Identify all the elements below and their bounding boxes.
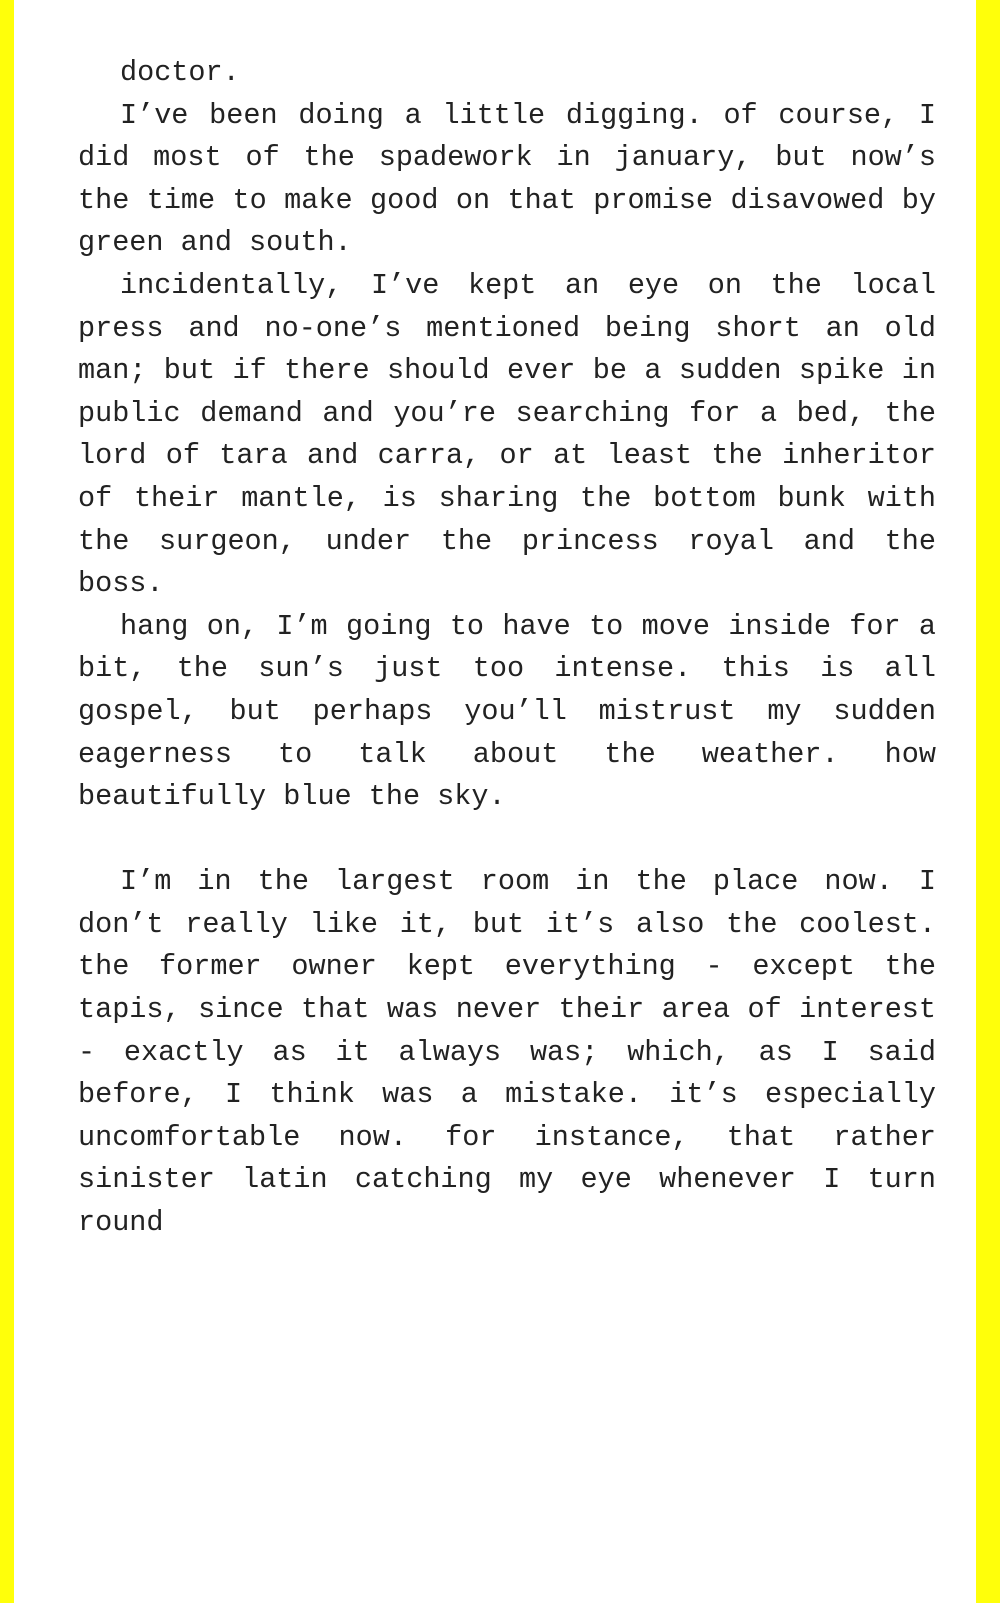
paragraph-gap <box>78 819 936 862</box>
page <box>14 0 976 1603</box>
text-column <box>78 52 936 1245</box>
paragraph-incidentally: incidentally, I’ve kept an eye on the local press and no-one’s mentioned being short an old man; but if there should ever be a sudden spike in public demand and you’re searching for a bed, the lord of tara and carra, or at least the inheritor of their mantle, is sharing the bottom bunk with the surgeon, under the princess royal and the boss. <box>78 268 936 601</box>
paragraph-salutation: doctor. <box>120 56 240 89</box>
paragraph-largest-room: I’m in the largest room in the place now. I don’t really like it, but it’s also the coolest. the former owner kept everything - except the tapis, since that was never their area of interest - exactly as it always was; which, as I said before, I think was a mistake. it’s especially uncomfortable now. for instance, that rather sinister latin catching my eye whenever I turn round <box>78 865 936 1240</box>
paragraph-hang-on: hang on, I’m going to have to move inside for a bit, the sun’s just too intense. this is all gospel, but perhaps you’ll mistrust my sudden eagerness to talk about the weather. how beautifully blue the sky. <box>78 609 936 814</box>
paragraph-digging: I’ve been doing a little digging. of course, I did most of the spadework in january, but now’s the time to make good on that promise disavowed by green and south. <box>78 98 936 260</box>
